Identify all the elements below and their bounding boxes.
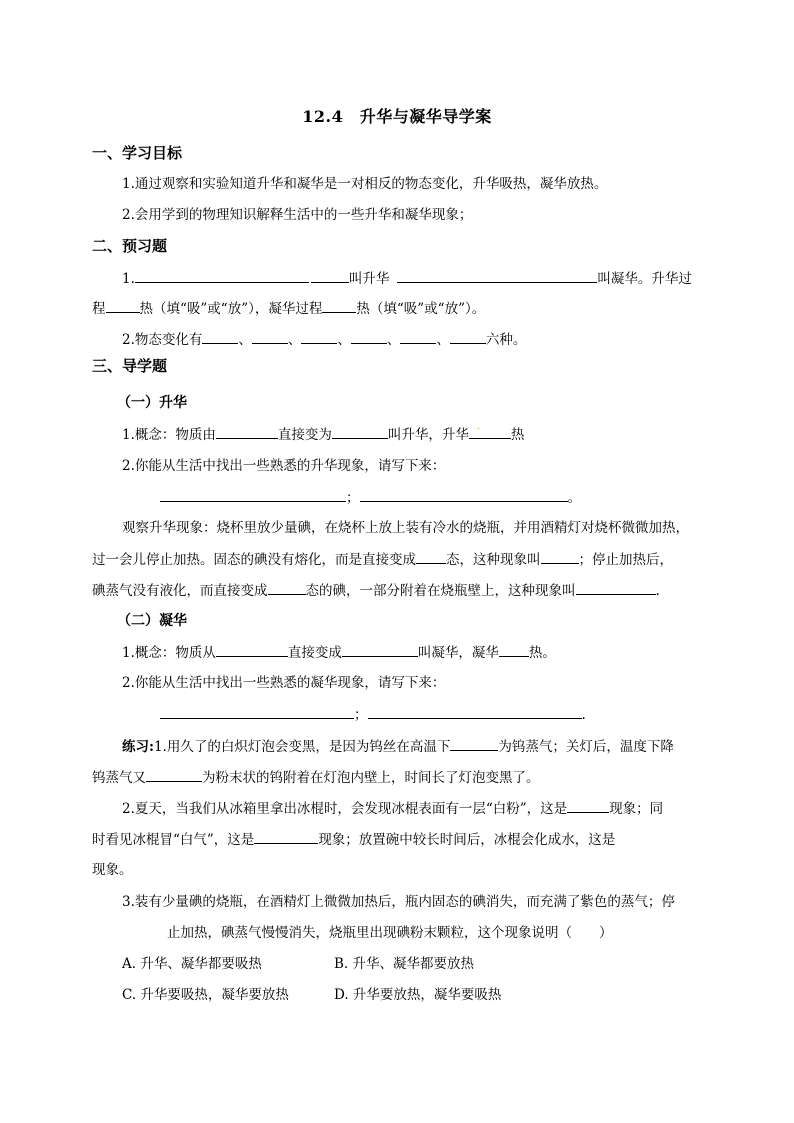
text: ；停止加热后，	[578, 552, 673, 568]
mark-dot-icon: ·	[476, 424, 481, 435]
practice-q1-line1	[122, 736, 674, 757]
practice-q2-line1	[122, 798, 663, 819]
practice-q1-line2	[92, 767, 540, 788]
section-heading-guide: 三、导学题	[92, 357, 168, 375]
text: 。	[567, 490, 581, 506]
blank[interactable]	[146, 767, 202, 782]
text: 为粉末状的钨附着在灯泡内壁上，时间长了灯泡变黑了。	[202, 770, 540, 786]
blank[interactable]	[368, 704, 582, 719]
blank[interactable]	[252, 329, 288, 344]
blank[interactable]	[360, 487, 568, 502]
blank[interactable]	[106, 298, 140, 313]
text: 态的碘，一部分附着在烧瓶壁上，这种现象叫	[305, 583, 576, 599]
text: 直接变为	[277, 427, 332, 443]
section-heading-goals: 一、学习目标	[92, 144, 183, 162]
practice-q3-line2: 止加热，碘蒸气慢慢消失，烧瓶里出现碘粉末颗粒，这个现象说明（ ）	[167, 925, 613, 941]
blank[interactable]	[332, 424, 388, 439]
blank[interactable]	[311, 268, 349, 283]
text: 1.用久了的白炽灯泡会变黑，是因为钨丝在高温下	[153, 739, 451, 755]
preview-q1-line1	[122, 268, 692, 289]
practice-q2-line2	[92, 829, 615, 850]
blank[interactable]	[268, 580, 306, 595]
text: 现象；同	[609, 801, 664, 817]
blank[interactable]	[342, 642, 418, 657]
option-d[interactable]: D. 升华要放热，凝华要吸热	[334, 987, 502, 1003]
text: 热（填“吸”或“放”）。	[356, 301, 486, 317]
text: 、	[238, 332, 252, 348]
observation-line3	[92, 580, 660, 601]
text: 叫凝华，凝华	[417, 645, 499, 661]
blank[interactable]	[450, 329, 486, 344]
text: 、	[436, 332, 450, 348]
blank[interactable]	[202, 329, 238, 344]
blank[interactable]	[301, 329, 337, 344]
text: 现象；放置碗中较长时间后，冰棍会化成水，这是	[318, 832, 616, 848]
preview-q2	[122, 329, 526, 350]
text: 叫凝华。升华过	[597, 271, 692, 287]
blank[interactable]	[567, 798, 609, 813]
preview-q1-line2	[92, 298, 485, 319]
blank[interactable]	[160, 704, 354, 719]
option-c[interactable]: C. 升华要吸热，凝华要放热	[122, 987, 289, 1003]
sublimation-concept	[122, 424, 524, 445]
blank[interactable]	[351, 329, 387, 344]
text: 碘蒸气没有液化，而直接变成	[92, 583, 268, 599]
sublimation-examples-answer	[160, 487, 581, 508]
blank[interactable]	[135, 268, 309, 283]
text: 叫升华，升华	[387, 427, 469, 443]
text: 态，这种现象叫	[446, 552, 541, 568]
blank[interactable]	[322, 298, 356, 313]
text: ；	[346, 490, 360, 506]
goal-2: 2.会用学到的物理知识解释生活中的一些升华和凝华现象；	[122, 207, 473, 223]
blank[interactable]	[254, 829, 318, 844]
observation-line1: 观察升华现象：烧杯里放少量碘，在烧杯上放上装有冷水的烧瓶，并用酒精灯对烧杯微微加热，	[122, 520, 689, 536]
blank[interactable]	[160, 487, 346, 502]
blank[interactable]	[541, 549, 579, 564]
text: 、	[287, 332, 302, 348]
blank[interactable]	[469, 424, 511, 439]
sublimation-examples-prompt: 2.你能从生活中找出一些熟悉的升华现象，请写下来：	[122, 458, 446, 474]
practice-label: 练习:	[122, 739, 154, 755]
text: 热（填“吸”或“放”），凝华过程	[139, 301, 323, 317]
page-title: 12.4 升华与凝华导学案	[302, 107, 492, 126]
text: 程	[92, 301, 106, 317]
deposition-concept	[122, 642, 556, 663]
text: .	[581, 707, 586, 723]
text: 时看见冰棍冒“白气”，这是	[92, 832, 255, 848]
practice-q3-line1: 3.装有少量碘的烧瓶，在酒精灯上微微加热后，瓶内固态的碘消失，而充满了紫色的蒸气；停	[122, 894, 675, 910]
text: 钨蒸气又	[92, 770, 146, 786]
text: 叫升华	[348, 271, 390, 287]
option-b[interactable]: B. 升华、凝华都要放热	[334, 956, 475, 972]
blank[interactable]	[397, 268, 597, 283]
blank[interactable]	[216, 424, 278, 439]
subheading-sublimation: （一）升华	[117, 395, 187, 411]
text: 、	[386, 332, 401, 348]
text: 过一会儿停止加热。固态的碘没有熔化，而是直接变成	[92, 552, 416, 568]
option-a[interactable]: A. 升华、凝华都要吸热	[122, 956, 262, 972]
blank[interactable]	[450, 736, 498, 751]
blank[interactable]	[400, 329, 436, 344]
text: .	[655, 583, 660, 599]
observation-line2	[92, 549, 673, 570]
text: 直接变成	[287, 645, 342, 661]
deposition-examples-answer	[160, 704, 586, 725]
preview-q1-number: 1.	[122, 271, 135, 287]
text: 1.概念：物质从	[122, 645, 216, 661]
practice-q2-line3: 现象。	[92, 862, 133, 878]
blank[interactable]	[216, 642, 288, 657]
text: 热。	[528, 645, 556, 661]
text: 1.概念：物质由	[122, 427, 216, 443]
goal-1: 1.通过观察和实验知道升华和凝华是一对相反的物态变化，升华吸热，凝华放热。	[122, 176, 608, 192]
section-heading-preview: 二、预习题	[92, 237, 168, 255]
text: 、	[337, 332, 351, 348]
text: 2.夏天，当我们从冰箱里拿出冰棍时，会发现冰棍表面有一层“白粉”，这是	[122, 801, 568, 817]
blank[interactable]	[416, 549, 446, 564]
blank[interactable]	[576, 580, 656, 595]
text: 为钨蒸气；关灯后，温度下降	[498, 739, 674, 755]
text: ；	[354, 707, 368, 723]
text: 热	[510, 427, 525, 443]
blank[interactable]	[499, 642, 529, 657]
subheading-deposition: （二）凝华	[117, 613, 187, 629]
text: 2.物态变化有	[122, 332, 203, 348]
deposition-examples-prompt: 2.你能从生活中找出一些熟悉的凝华现象，请写下来：	[122, 675, 446, 691]
text: 六种。	[485, 332, 527, 348]
